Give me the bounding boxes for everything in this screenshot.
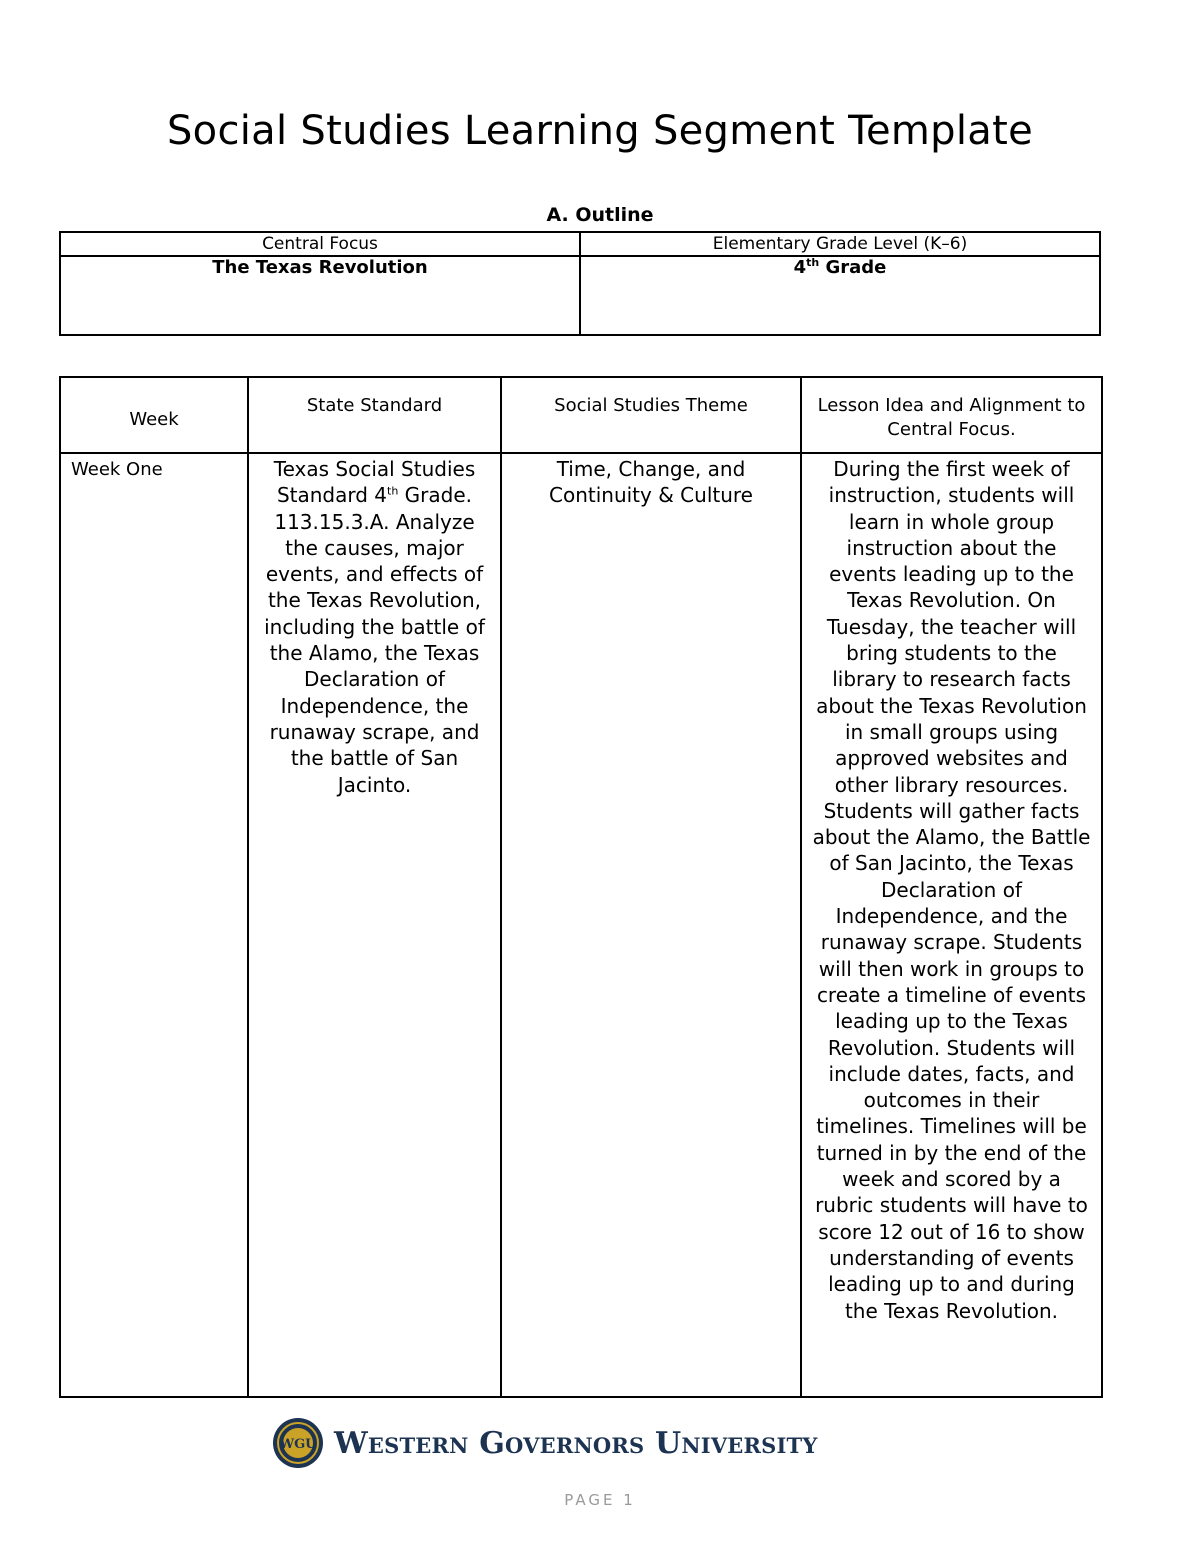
grade-number: 4 xyxy=(793,257,807,278)
grade-level-value xyxy=(580,256,1100,335)
standard-text-start: Texas Social Studies Standard 4 xyxy=(273,457,476,508)
seal-monogram: WGU xyxy=(279,1437,317,1452)
outline-table xyxy=(59,231,1101,336)
grade-word: Grade xyxy=(819,257,887,278)
header-lesson: Lesson Idea and Alignment to Central Focus. xyxy=(801,377,1102,453)
document-title: Social Studies Learning Segment Template xyxy=(166,108,1033,154)
outline-heading: A. Outline xyxy=(546,204,654,226)
wgu-logo xyxy=(272,1415,818,1471)
outline-header-row xyxy=(60,232,1100,256)
state-standard-cell xyxy=(248,453,501,1397)
standard-text-end: Grade. 113.15.3.A. Analyze the causes, major events, and effects of the Texas Revolution, including the battle of the Alamo, the Texas Declaration of Independence, the runaway scrape, and the battle of San Jacinto. xyxy=(264,483,485,797)
weekly-plan-table xyxy=(59,376,1103,1398)
theme-cell: Time, Change, and Continuity & Culture xyxy=(501,453,801,1397)
wgu-seal-icon xyxy=(272,1417,324,1469)
header-theme: Social Studies Theme xyxy=(501,377,801,453)
standard-ordinal: th xyxy=(387,484,399,498)
table-row xyxy=(60,453,1102,1397)
central-focus-value: The Texas Revolution xyxy=(60,256,580,335)
grade-ordinal: th xyxy=(806,256,820,269)
weekly-plan-header-row xyxy=(60,377,1102,453)
lesson-cell: During the first week of instruction, students will learn in whole group instruction about the events leading up to the Texas Revolution. On Tuesday, the teacher will bring students to the library to research facts about the Texas Revolution in small groups using approved websites and other library resources. Students will gather facts about the Alamo, the Battle of San Jacinto, the Texas Declaration of Independence, and the runaway scrape. Students will then work in groups to create a timeline of events leading up to the Texas Revolution. Students will include dates, facts, and outcomes in their timelines. Timelines will be turned in by the end of the week and scored by a rubric students will have to score 12 out of 16 to show understanding of events leading up to and during the Texas Revolution. xyxy=(801,453,1102,1397)
page-number: PAGE 1 xyxy=(564,1491,636,1509)
outline-value-row xyxy=(60,256,1100,335)
header-state-standard: State Standard xyxy=(248,377,501,453)
header-week: Week xyxy=(60,377,248,453)
university-name: Western Governors University xyxy=(334,1425,818,1461)
central-focus-label: Central Focus xyxy=(60,232,580,256)
grade-level-label: Elementary Grade Level (K–6) xyxy=(580,232,1100,256)
week-cell: Week One xyxy=(60,453,248,1397)
